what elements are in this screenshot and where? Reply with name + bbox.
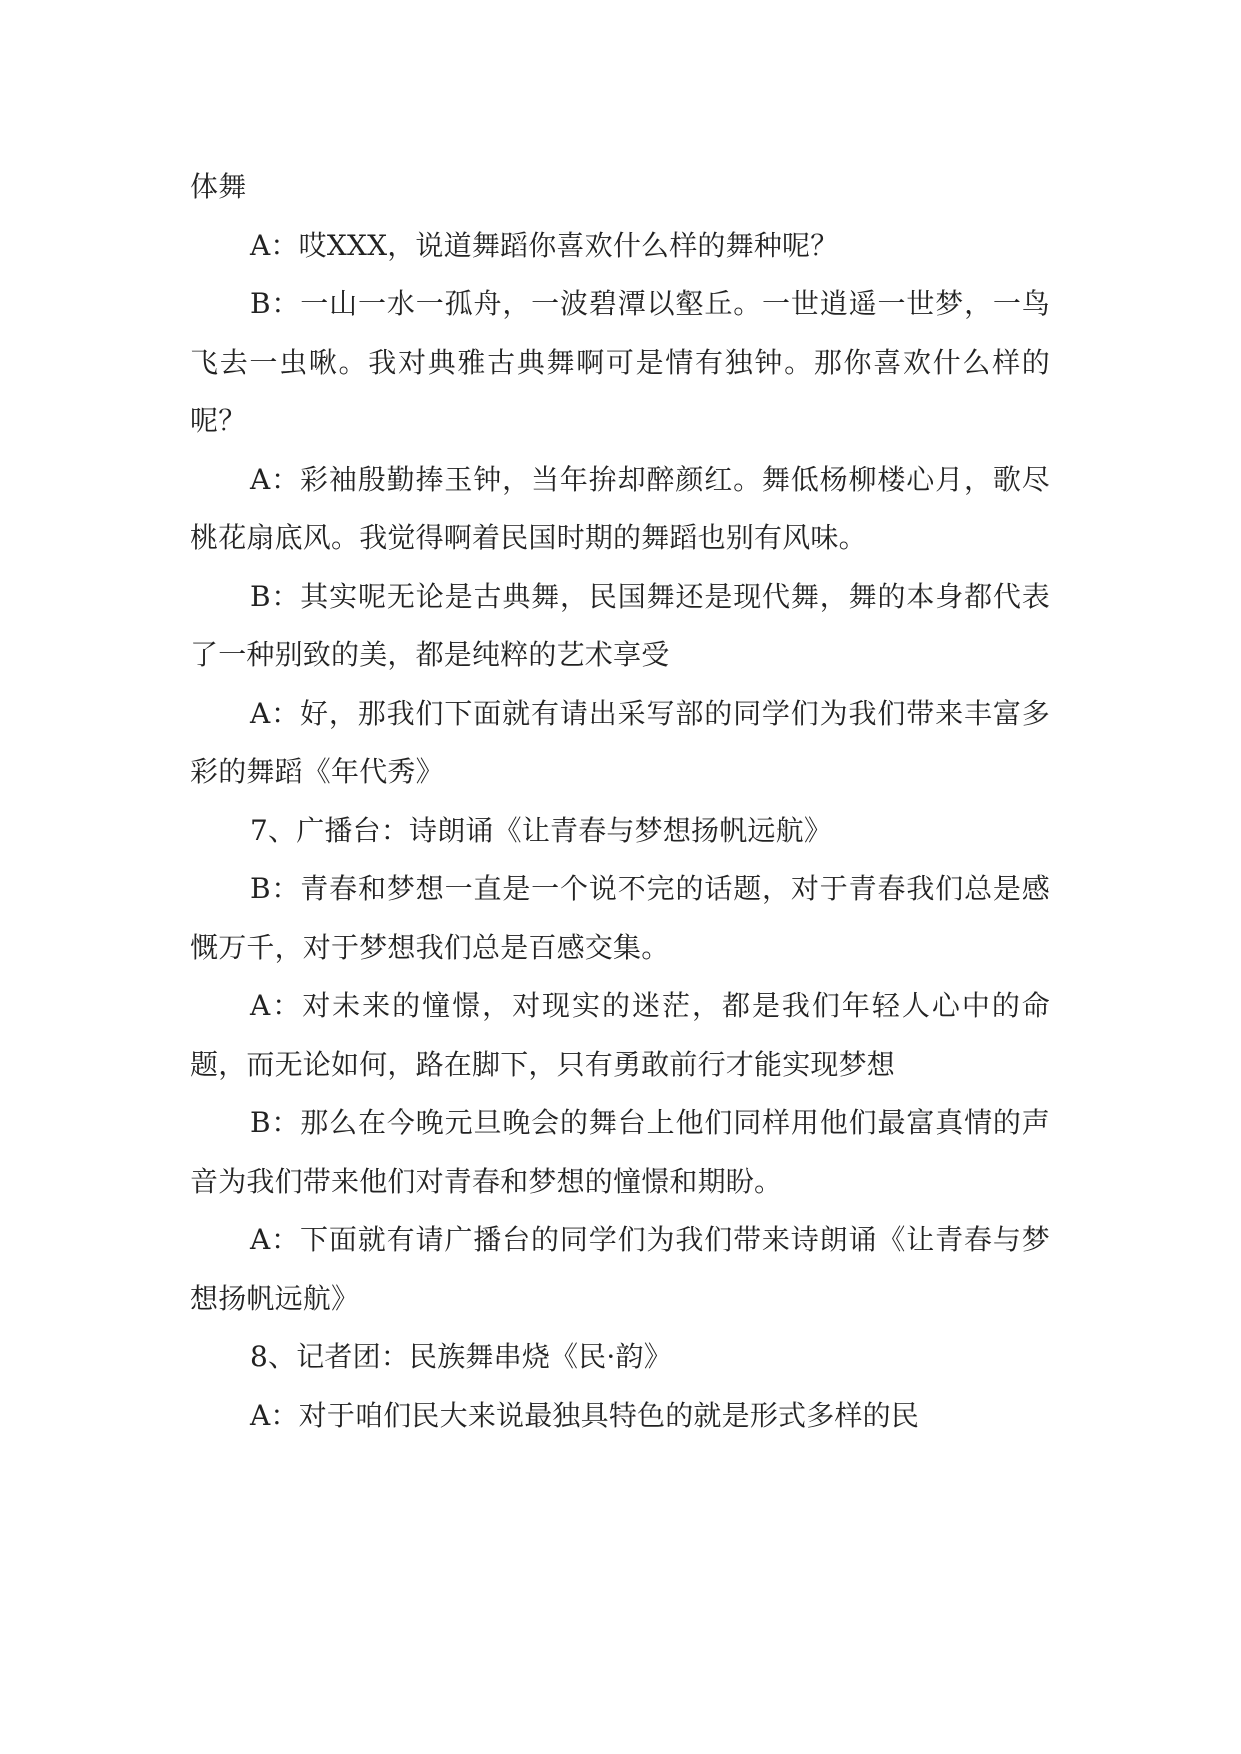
paragraph-a-intro-poem: A：下面就有请广播台的同学们为我们带来诗朗诵《让青春与梦想扬帆远航》	[190, 1223, 1050, 1315]
paragraph-a-dance-question: A：哎XXX，说道舞蹈你喜欢什么样的舞种呢？	[250, 228, 839, 262]
program-item-7-heading: 7、广播台：诗朗诵《让青春与梦想扬帆远航》	[250, 813, 833, 847]
paragraph-dance-continuation: 体舞	[190, 170, 247, 203]
paragraph-b-youth-dreams: B：青春和梦想一直是一个说不完的话题，对于青春我们总是感慨万千，对于梦想我们总是百感交集。	[190, 872, 1050, 964]
paragraph-a-republic-dance: A：彩袖殷勤捧玉钟，当年拚却醉颜红。舞低杨柳楼心月，歌尽桃花扇底风。我觉得啊着民国时期的舞蹈也别有风味。	[190, 462, 1050, 554]
program-item-8-heading: 8、记者团：民族舞串烧《民·韵》	[250, 1340, 672, 1373]
paragraph-b-classical-dance: B：一山一水一孤舟，一波碧潭以壑丘。一世逍遥一世梦，一鸟飞去一虫啾。我对典雅古典舞啊可是情有独钟。那你喜欢什么样的呢？	[190, 287, 1050, 437]
paragraph-a-future-hopes: A：对未来的憧憬，对现实的迷茫，都是我们年轻人心中的命题，而无论如何，路在脚下，只有勇敢前行才能实现梦想	[190, 989, 1050, 1081]
paragraph-b-dance-art: B：其实呢无论是古典舞，民国舞还是现代舞，舞的本身都代表了一种别致的美，都是纯粹的艺术享受	[190, 579, 1050, 671]
paragraph-a-ethnic-dance: A：对于咱们民大来说最独具特色的就是形式多样的民	[250, 1398, 920, 1432]
paragraph-b-gala-voices: B：那么在今晚元旦晚会的舞台上他们同样用他们最富真情的声音为我们带来他们对青春和梦想的憧憬和期盼。	[190, 1106, 1050, 1198]
document-page	[190, 158, 1050, 1445]
paragraph-a-intro-niandaixiu: A：好，那我们下面就有请出采写部的同学们为我们带来丰富多彩的舞蹈《年代秀》	[190, 696, 1050, 788]
